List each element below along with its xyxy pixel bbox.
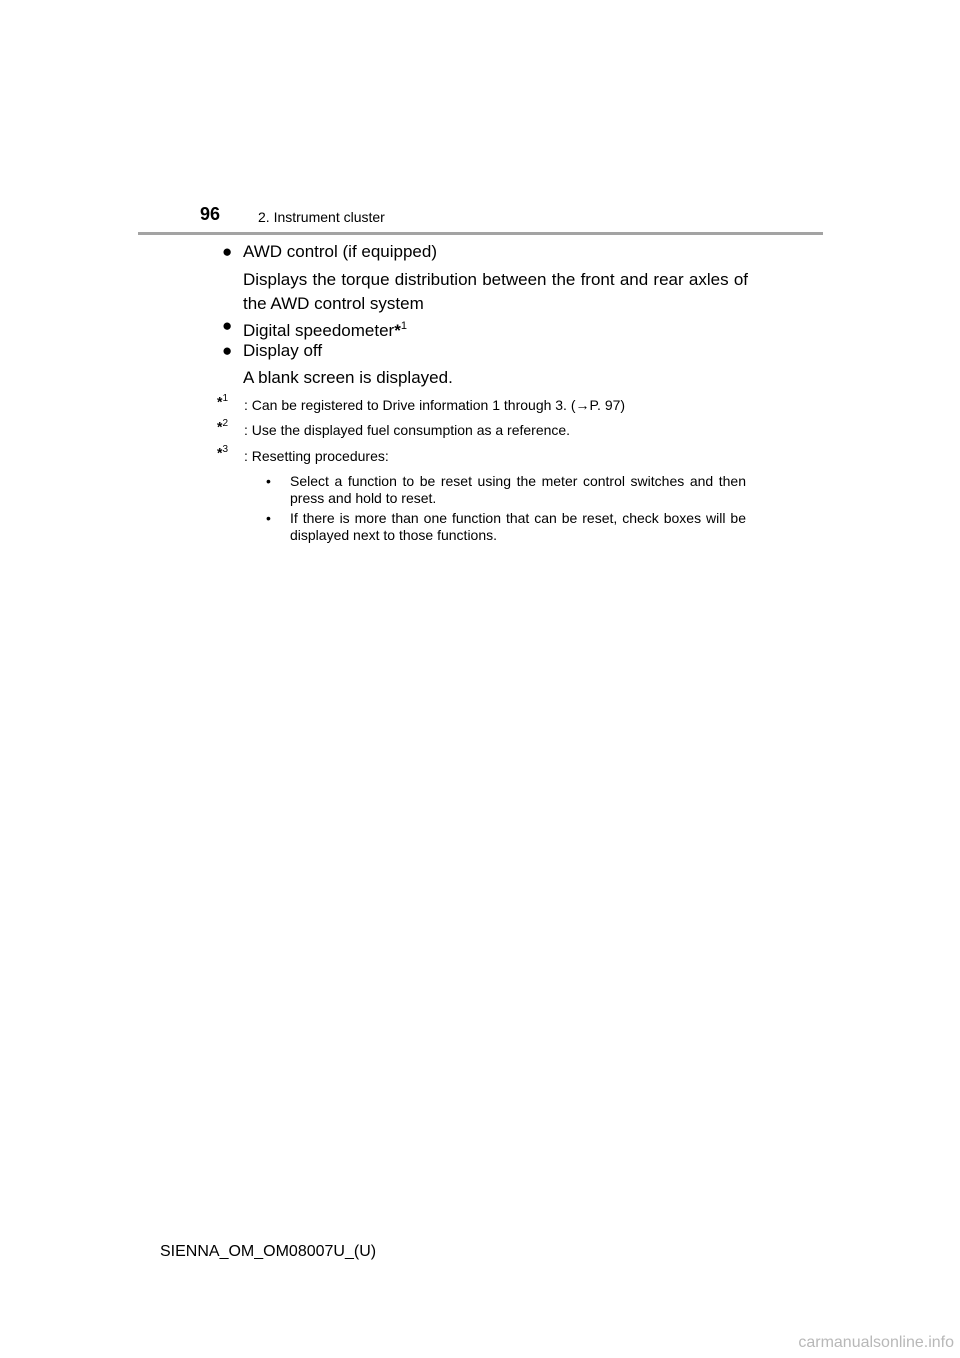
footnote-marker: * [394,321,401,340]
watermark: carmanualsonline.info [798,1334,954,1351]
bullet-icon: ● [222,242,233,261]
item-display-off-title: Display off [243,341,323,360]
footnote-2-marker: *$^2$ [217,418,229,435]
sub-bullet-icon: • [266,473,271,489]
item-digital-speedometer-title: Digital speedometer [243,321,395,340]
footnote-2-text: : Use the displayed fuel consumption as a reference. [244,422,571,438]
footnote-1-text: : Can be registered to Drive information 1 through 3. (→P. 97) [244,397,626,413]
footnote-2-number: 2 [222,418,229,429]
section-title: 2. Instrument cluster [258,209,385,225]
item-display-off-description: A blank screen is displayed. [243,368,453,387]
item-awd-control-description: Displays the torque distribution between the front and rear axles of the AWD control system [243,270,748,313]
footnote-3-text: : Resetting procedures: [244,448,389,464]
footnote-3-marker: *$^3$ [217,444,229,461]
footnote-1-number: 1 [222,393,229,404]
footnote-ref: 1 [400,320,407,332]
sub-bullet-icon: • [266,510,271,526]
reset-step-2: If there is more than one function that can be reset, check boxes will be displayed next to those functions. [290,510,746,543]
page-number: 96 [200,204,221,224]
bullet-icon: ● [222,316,233,335]
bullet-icon: ● [222,341,233,360]
footnote-1-marker: *$^1$ [217,393,229,410]
header-divider [138,232,823,235]
item-awd-control-title: AWD control (if equipped) [243,242,438,261]
document-code: SIENNA_OM_OM08007U_(U) [160,1243,377,1260]
footnote-3-number: 3 [222,444,229,455]
reset-step-1: Select a function to be reset using the meter control switches and then press and hold to reset. [290,473,746,506]
